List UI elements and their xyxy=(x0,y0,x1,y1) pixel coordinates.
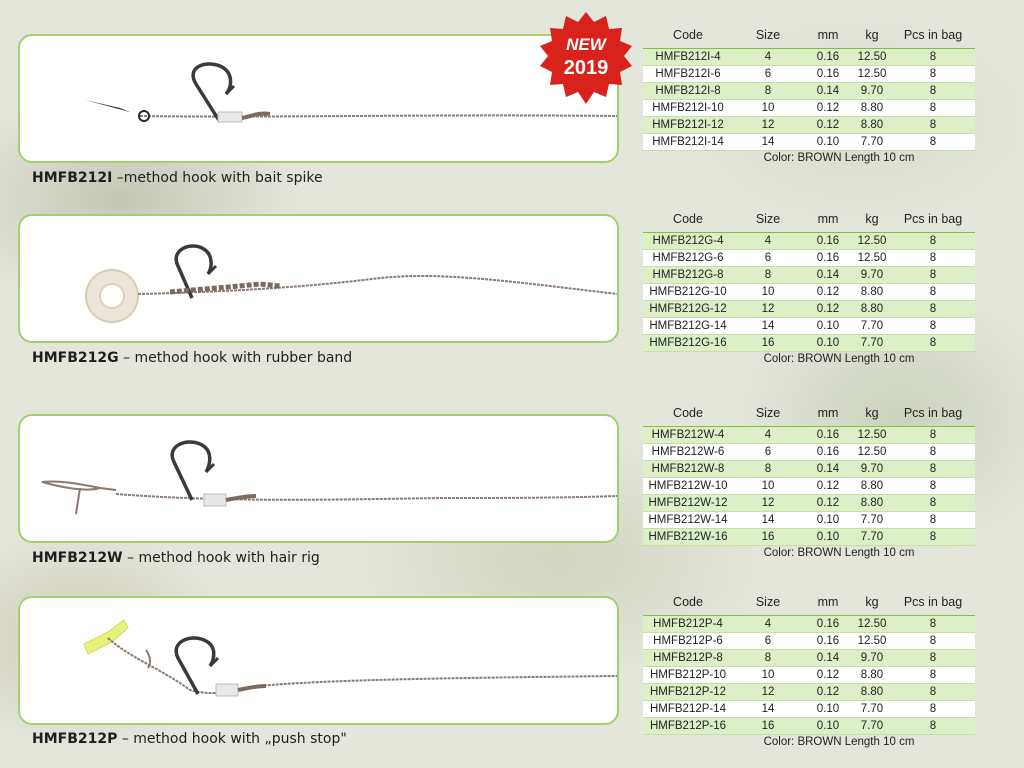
cell-kg: 12.50 xyxy=(857,446,887,458)
cell-pcs: 8 xyxy=(929,252,937,264)
cell-code: HMFB212P-10 xyxy=(649,669,727,681)
header-mm: mm xyxy=(817,28,839,42)
cell-code: HMFB212W-14 xyxy=(648,514,728,526)
cell-kg: 8.80 xyxy=(860,669,884,681)
cell-kg: 7.70 xyxy=(860,337,884,349)
cell-size: 14 xyxy=(761,320,775,332)
cell-kg: 8.80 xyxy=(860,686,884,698)
cell-kg: 7.70 xyxy=(860,514,884,526)
cell-mm: 0.16 xyxy=(816,429,840,441)
cell-mm: 0.16 xyxy=(816,618,840,630)
cell-pcs: 8 xyxy=(929,85,937,97)
cell-pcs: 8 xyxy=(929,286,937,298)
cell-size: 10 xyxy=(761,102,775,114)
cell-mm: 0.12 xyxy=(816,102,840,114)
cell-size: 16 xyxy=(761,337,775,349)
product-code: HMFB212I xyxy=(32,170,113,186)
cell-pcs: 8 xyxy=(929,119,937,131)
cell-size: 4 xyxy=(764,429,772,441)
cell-code: HMFB212W-8 xyxy=(651,463,725,475)
cell-size: 8 xyxy=(764,85,772,97)
hook-hair-rig-illustration xyxy=(20,416,617,541)
cell-code: HMFB212P-4 xyxy=(653,618,723,630)
color-length-note: Color: BROWN Length 10 cm xyxy=(763,736,915,748)
cell-kg: 8.80 xyxy=(860,286,884,298)
table-row xyxy=(643,718,975,735)
table-body xyxy=(643,232,975,352)
hook-push-stop-illustration xyxy=(20,598,617,723)
table-row xyxy=(643,667,975,684)
table-row xyxy=(643,335,975,352)
cell-pcs: 8 xyxy=(929,531,937,543)
table-header xyxy=(643,404,975,420)
table-row xyxy=(643,117,975,134)
cell-kg: 9.70 xyxy=(860,463,884,475)
cell-mm: 0.16 xyxy=(816,51,840,63)
cell-pcs: 8 xyxy=(929,720,937,732)
cell-kg: 9.70 xyxy=(860,652,884,664)
cell-kg: 8.80 xyxy=(860,119,884,131)
cell-code: HMFB212I-12 xyxy=(652,119,724,131)
cell-kg: 12.50 xyxy=(857,429,887,441)
product-caption-hmfb212p xyxy=(32,731,347,747)
cell-size: 6 xyxy=(764,68,772,80)
table-header xyxy=(643,593,975,609)
table-body xyxy=(643,615,975,735)
cell-pcs: 8 xyxy=(929,102,937,114)
cell-size: 14 xyxy=(761,136,775,148)
cell-mm: 0.10 xyxy=(816,136,840,148)
header-pcs: Pcs in bag xyxy=(903,212,963,226)
cell-pcs: 8 xyxy=(929,429,937,441)
cell-mm: 0.16 xyxy=(816,235,840,247)
table-row xyxy=(643,250,975,267)
header-code: Code xyxy=(673,595,703,609)
cell-mm: 0.10 xyxy=(816,337,840,349)
header-code: Code xyxy=(673,28,703,42)
cell-kg: 12.50 xyxy=(857,635,887,647)
product-caption-hmfb212w xyxy=(32,550,320,566)
cell-code: HMFB212W-6 xyxy=(651,446,725,458)
cell-code: HMFB212G-6 xyxy=(652,252,724,264)
cell-mm: 0.12 xyxy=(816,480,840,492)
cell-mm: 0.12 xyxy=(816,286,840,298)
cell-kg: 7.70 xyxy=(860,703,884,715)
header-kg: kg xyxy=(865,28,879,42)
header-mm: mm xyxy=(817,595,839,609)
badge-new-text: NEW xyxy=(566,35,606,54)
cell-code: HMFB212I-8 xyxy=(655,85,721,97)
table-row xyxy=(643,134,975,151)
cell-mm: 0.12 xyxy=(816,686,840,698)
cell-size: 10 xyxy=(761,669,775,681)
cell-mm: 0.16 xyxy=(816,68,840,80)
cell-mm: 0.12 xyxy=(816,669,840,681)
cell-size: 8 xyxy=(764,652,772,664)
table-row xyxy=(643,512,975,529)
cell-code: HMFB212G-8 xyxy=(652,269,724,281)
table-row xyxy=(643,83,975,100)
cell-kg: 12.50 xyxy=(857,51,887,63)
cell-mm: 0.16 xyxy=(816,446,840,458)
table-body xyxy=(643,48,975,151)
spec-table-hmfb212i xyxy=(643,26,975,164)
table-row xyxy=(643,301,975,318)
product-image-panel-hmfb212i xyxy=(18,34,619,163)
cell-code: HMFB212P-6 xyxy=(653,635,723,647)
cell-mm: 0.10 xyxy=(816,320,840,332)
product-image-panel-hmfb212g xyxy=(18,214,619,343)
table-row xyxy=(643,284,975,301)
cell-code: HMFB212G-14 xyxy=(649,320,727,332)
cell-pcs: 8 xyxy=(929,618,937,630)
cell-code: HMFB212W-4 xyxy=(651,429,725,441)
header-code: Code xyxy=(673,406,703,420)
product-code: HMFB212W xyxy=(32,550,123,566)
cell-size: 12 xyxy=(761,497,775,509)
cell-kg: 7.70 xyxy=(860,136,884,148)
cell-code: HMFB212I-10 xyxy=(652,102,724,114)
header-mm: mm xyxy=(817,406,839,420)
header-kg: kg xyxy=(865,212,879,226)
cell-size: 12 xyxy=(761,686,775,698)
table-row xyxy=(643,427,975,444)
table-row xyxy=(643,633,975,650)
spec-table-hmfb212g xyxy=(643,210,975,365)
cell-size: 4 xyxy=(764,235,772,247)
badge-year-text: 2019 xyxy=(563,57,609,79)
cell-kg: 9.70 xyxy=(860,85,884,97)
header-kg: kg xyxy=(865,595,879,609)
cell-size: 14 xyxy=(761,703,775,715)
cell-kg: 8.80 xyxy=(860,303,884,315)
spec-table-hmfb212w xyxy=(643,404,975,559)
cell-kg: 12.50 xyxy=(857,252,887,264)
table-row xyxy=(643,650,975,667)
cell-mm: 0.16 xyxy=(816,252,840,264)
table-row xyxy=(643,684,975,701)
table-row xyxy=(643,66,975,83)
cell-mm: 0.12 xyxy=(816,119,840,131)
cell-kg: 7.70 xyxy=(860,320,884,332)
table-row xyxy=(643,529,975,546)
cell-pcs: 8 xyxy=(929,497,937,509)
table-row xyxy=(643,495,975,512)
table-body xyxy=(643,426,975,546)
cell-pcs: 8 xyxy=(929,320,937,332)
cell-size: 16 xyxy=(761,531,775,543)
cell-code: HMFB212G-10 xyxy=(649,286,727,298)
header-kg: kg xyxy=(865,406,879,420)
cell-code: HMFB212P-8 xyxy=(653,652,723,664)
cell-size: 16 xyxy=(761,720,775,732)
color-length-note: Color: BROWN Length 10 cm xyxy=(763,152,915,164)
cell-kg: 8.80 xyxy=(860,480,884,492)
new-2019-badge xyxy=(536,10,636,110)
cell-size: 10 xyxy=(761,480,775,492)
cell-code: HMFB212P-12 xyxy=(649,686,727,698)
table-row xyxy=(643,444,975,461)
header-pcs: Pcs in bag xyxy=(903,28,963,42)
cell-size: 12 xyxy=(761,303,775,315)
product-code: HMFB212P xyxy=(32,731,118,747)
cell-size: 8 xyxy=(764,463,772,475)
cell-size: 8 xyxy=(764,269,772,281)
cell-pcs: 8 xyxy=(929,235,937,247)
cell-size: 12 xyxy=(761,119,775,131)
header-mm: mm xyxy=(817,212,839,226)
cell-pcs: 8 xyxy=(929,635,937,647)
color-length-note: Color: BROWN Length 10 cm xyxy=(763,547,915,559)
cell-code: HMFB212I-4 xyxy=(655,51,721,63)
cell-size: 10 xyxy=(761,286,775,298)
product-caption-hmfb212g xyxy=(32,350,352,366)
header-size: Size xyxy=(755,595,781,609)
cell-mm: 0.12 xyxy=(816,497,840,509)
table-row xyxy=(643,100,975,117)
cell-pcs: 8 xyxy=(929,446,937,458)
header-size: Size xyxy=(755,212,781,226)
cell-pcs: 8 xyxy=(929,514,937,526)
cell-kg: 12.50 xyxy=(857,68,887,80)
spec-table-hmfb212p xyxy=(643,593,975,748)
header-size: Size xyxy=(755,406,781,420)
table-row xyxy=(643,318,975,335)
cell-size: 6 xyxy=(764,446,772,458)
cell-code: HMFB212W-10 xyxy=(648,480,728,492)
cell-pcs: 8 xyxy=(929,480,937,492)
cell-code: HMFB212W-12 xyxy=(648,497,728,509)
cell-pcs: 8 xyxy=(929,463,937,475)
color-length-note: Color: BROWN Length 10 cm xyxy=(763,353,915,365)
product-description: – method hook with rubber band xyxy=(118,350,353,366)
hook-bait-spike-illustration xyxy=(20,36,617,161)
header-pcs: Pcs in bag xyxy=(903,406,963,420)
cell-kg: 9.70 xyxy=(860,269,884,281)
cell-pcs: 8 xyxy=(929,51,937,63)
cell-mm: 0.10 xyxy=(816,531,840,543)
cell-code: HMFB212P-16 xyxy=(649,720,727,732)
cell-pcs: 8 xyxy=(929,703,937,715)
cell-pcs: 8 xyxy=(929,136,937,148)
cell-mm: 0.14 xyxy=(816,463,840,475)
cell-pcs: 8 xyxy=(929,686,937,698)
cell-pcs: 8 xyxy=(929,269,937,281)
cell-mm: 0.14 xyxy=(816,269,840,281)
cell-kg: 8.80 xyxy=(860,102,884,114)
cell-code: HMFB212G-16 xyxy=(649,337,727,349)
cell-kg: 12.50 xyxy=(857,618,887,630)
product-description: – method hook with „push stop" xyxy=(117,731,347,747)
hook-rubber-band-illustration xyxy=(20,216,617,341)
cell-size: 6 xyxy=(764,252,772,264)
cell-kg: 7.70 xyxy=(860,720,884,732)
cell-size: 6 xyxy=(764,635,772,647)
table-header xyxy=(643,210,975,226)
cell-code: HMFB212I-6 xyxy=(655,68,721,80)
cell-pcs: 8 xyxy=(929,337,937,349)
cell-mm: 0.16 xyxy=(816,635,840,647)
cell-pcs: 8 xyxy=(929,652,937,664)
cell-pcs: 8 xyxy=(929,303,937,315)
cell-mm: 0.14 xyxy=(816,85,840,97)
cell-kg: 12.50 xyxy=(857,235,887,247)
cell-code: HMFB212I-14 xyxy=(652,136,724,148)
cell-kg: 8.80 xyxy=(860,497,884,509)
cell-code: HMFB212P-14 xyxy=(649,703,727,715)
cell-size: 4 xyxy=(764,51,772,63)
cell-code: HMFB212G-4 xyxy=(652,235,724,247)
header-code: Code xyxy=(673,212,703,226)
product-image-panel-hmfb212p xyxy=(18,596,619,725)
table-row xyxy=(643,267,975,284)
table-row xyxy=(643,49,975,66)
cell-code: HMFB212G-12 xyxy=(649,303,727,315)
table-row xyxy=(643,233,975,250)
table-row xyxy=(643,478,975,495)
header-pcs: Pcs in bag xyxy=(903,595,963,609)
table-row xyxy=(643,701,975,718)
cell-kg: 7.70 xyxy=(860,531,884,543)
product-caption-hmfb212i xyxy=(32,170,323,186)
header-size: Size xyxy=(755,28,781,42)
cell-pcs: 8 xyxy=(929,68,937,80)
product-description: – method hook with hair rig xyxy=(122,550,320,566)
cell-mm: 0.12 xyxy=(816,303,840,315)
cell-mm: 0.10 xyxy=(816,720,840,732)
product-code: HMFB212G xyxy=(32,350,119,366)
product-description: –method hook with bait spike xyxy=(112,170,323,186)
cell-code: HMFB212W-16 xyxy=(648,531,728,543)
cell-mm: 0.10 xyxy=(816,703,840,715)
cell-mm: 0.14 xyxy=(816,652,840,664)
cell-size: 14 xyxy=(761,514,775,526)
table-row xyxy=(643,616,975,633)
cell-size: 4 xyxy=(764,618,772,630)
table-row xyxy=(643,461,975,478)
product-image-panel-hmfb212w xyxy=(18,414,619,543)
table-header xyxy=(643,26,975,42)
cell-pcs: 8 xyxy=(929,669,937,681)
cell-mm: 0.10 xyxy=(816,514,840,526)
